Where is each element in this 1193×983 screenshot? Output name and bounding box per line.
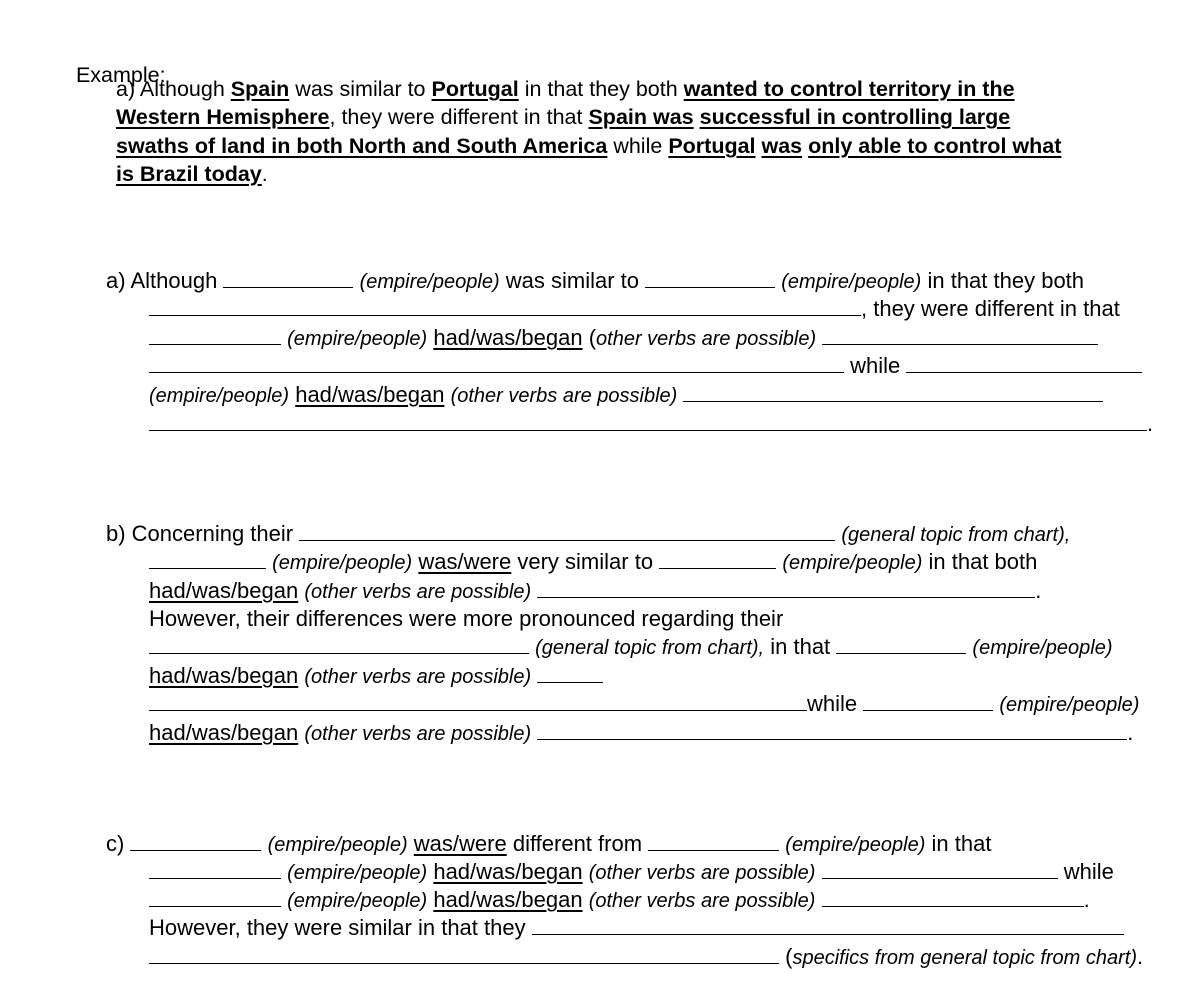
example-portugal: Portugal xyxy=(668,134,756,158)
b-blank-empire-4[interactable] xyxy=(863,690,993,711)
c-blank-difference-2[interactable] xyxy=(822,886,1084,907)
a-line-1: a) Although (empire/people) was similar to (empire/people) in that they both xyxy=(106,268,1085,293)
example-spain-detail-cont: swaths of land in both North and South America xyxy=(116,134,608,158)
c-blank-similarity-cont[interactable] xyxy=(149,943,779,964)
b-blank-empire-2[interactable] xyxy=(659,548,776,569)
a-blank-empire-4[interactable] xyxy=(906,352,1142,373)
c-line-2: (empire/people) had/was/began (other verbs are possible) while xyxy=(149,858,1114,887)
example-empire-1: Spain xyxy=(230,77,290,101)
c-line-4: However, they were similar in that they xyxy=(149,914,1124,942)
a-line-3: (empire/people) had/was/began (other verbs are possible) xyxy=(149,324,1098,353)
c-blank-similarity[interactable] xyxy=(532,914,1124,935)
example-spain-detail: successful in controlling large xyxy=(699,105,1011,129)
b-blank-topic-2[interactable] xyxy=(149,633,529,654)
example-line-3: swaths of land in both North and South America while Portugal was only able to control what xyxy=(116,134,1062,158)
example-portugal-detail: only able to control what xyxy=(808,134,1062,158)
b-blank-similarity[interactable] xyxy=(537,577,1035,598)
example-line-4: is Brazil today. xyxy=(116,162,268,186)
example-similarity: wanted to control territory in the xyxy=(683,77,1015,101)
example-was: was xyxy=(761,134,803,158)
b-line-6: had/was/began (other verbs are possible) xyxy=(149,662,603,691)
c-line-3: (empire/people) had/was/began (other verbs are possible) . xyxy=(149,886,1090,915)
b-line-5: (general topic from chart), in that (empire/people) xyxy=(149,633,1113,662)
a-line-5: (empire/people) had/was/began (other verbs are possible) xyxy=(149,381,1103,410)
b-blank-empire-1[interactable] xyxy=(149,548,266,569)
c-prefix: c) xyxy=(106,831,125,856)
b-line-8: had/was/began (other verbs are possible) . xyxy=(149,720,1134,745)
c-blank-difference-1[interactable] xyxy=(822,858,1058,879)
example-prefix: a) Although xyxy=(116,77,225,101)
b-prefix: b) Concerning their xyxy=(106,521,294,546)
b-blank-difference-2[interactable] xyxy=(537,719,1127,740)
example-spain-was: Spain was xyxy=(588,105,694,129)
a-line-6: . xyxy=(149,410,1153,438)
a-line-4: while xyxy=(149,352,1142,380)
a-blank-difference-1-cont[interactable] xyxy=(149,352,844,373)
c-line-1: c) (empire/people) was/were different from (empire/people) in that xyxy=(106,831,992,856)
a-blank-empire-2[interactable] xyxy=(645,267,775,288)
example-empire-2: Portugal xyxy=(431,77,519,101)
a-line-2: , they were different in that xyxy=(149,295,1120,323)
a-blank-difference-2-cont[interactable] xyxy=(149,410,1147,431)
a-blank-similarity[interactable] xyxy=(149,295,861,316)
b-blank-empire-3[interactable] xyxy=(836,633,966,654)
a-blank-difference-2[interactable] xyxy=(683,381,1103,402)
b-line-1: b) Concerning their (general topic from chart), xyxy=(106,521,1071,546)
a-blank-empire-3[interactable] xyxy=(149,324,281,345)
c-blank-empire-3[interactable] xyxy=(149,858,281,879)
b-line-3: had/was/began (other verbs are possible) . xyxy=(149,578,1042,603)
c-blank-empire-2[interactable] xyxy=(648,830,779,851)
b-line-7: while (empire/people) xyxy=(149,690,1139,719)
example-line-2: Western Hemisphere, they were different in that Spain was successful in controlling large xyxy=(116,105,1011,129)
b-blank-topic-1[interactable] xyxy=(299,520,835,541)
example-similarity-cont: Western Hemisphere xyxy=(116,105,330,129)
b-blank-difference-1[interactable] xyxy=(537,662,603,683)
b-line-2: (empire/people) was/were very similar to (empire/people) in that both xyxy=(149,548,1037,577)
c-blank-empire-1[interactable] xyxy=(130,830,261,851)
a-prefix: a) Although xyxy=(106,268,218,293)
example-heading: Example: xyxy=(75,63,166,87)
example-line-1: a) Although Spain was similar to Portugal in that they both wanted to control territory in the xyxy=(116,77,1015,101)
b-line-4: However, their differences were more pronounced regarding their xyxy=(149,606,784,631)
a-blank-difference-1[interactable] xyxy=(822,324,1098,345)
example-portugal-detail-cont: is Brazil today xyxy=(116,162,262,186)
a-blank-empire-1[interactable] xyxy=(223,267,353,288)
b-blank-difference-1-cont[interactable] xyxy=(149,690,807,711)
c-line-5: (specifics from general topic from chart). xyxy=(149,943,1143,972)
c-blank-empire-4[interactable] xyxy=(149,886,281,907)
